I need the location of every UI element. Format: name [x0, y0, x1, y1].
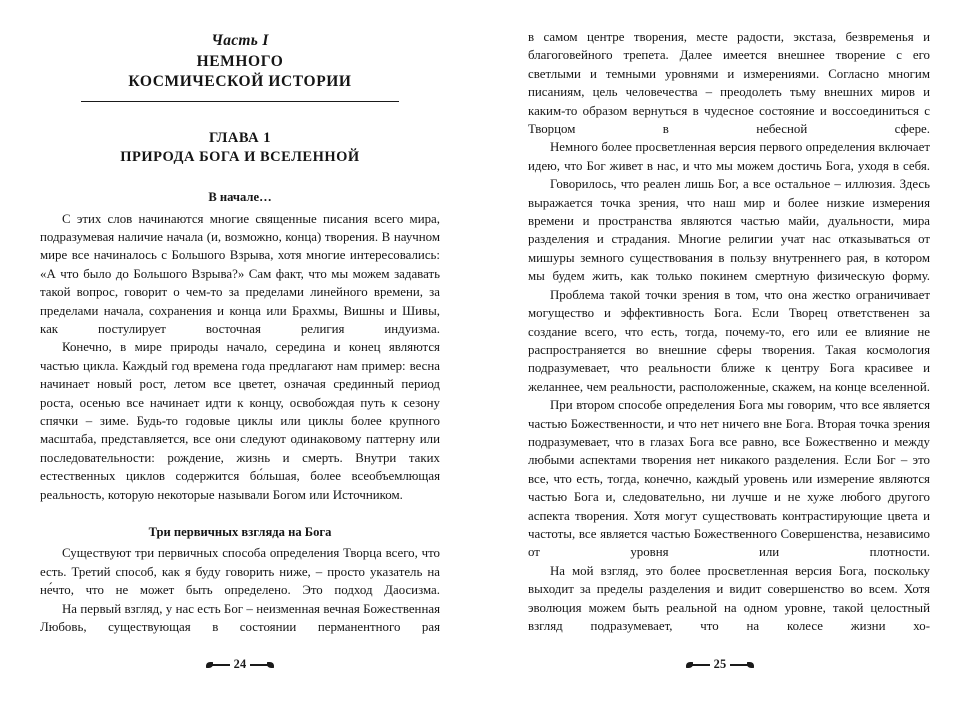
- paragraph: Говорилось, что реален лишь Бог, а все остальное – иллюзия. Здесь выражается точка зрения, что наш мир и более низкие измерения времени и пространства являются частью майи, дуальности, мира разделения и страдания. Многие религии учат нас отказываться от мишуры земного существования в пользу внутреннего рая, в котором мы будем жить, как только покинем смертную физическую форму.: [528, 177, 930, 284]
- part-label: Часть I: [211, 32, 269, 49]
- paragraph: в самом центре творения, месте радости, экстаза, безвременья и благоговейного трепета. Далее имеется внешнее творение с его светлыми и темными уровнями и измерениями. Согласно многим писаниям, цель человечества – преодолеть тьму внешних миров и каким-то образом вернуться в чудесное состояние и воссоединиться с Творцом в небесной сфере.: [528, 30, 930, 137]
- page-left-content: [40, 28, 440, 637]
- part-title: [40, 52, 440, 92]
- part-divider-rule: [81, 101, 399, 102]
- paragraph: На первый взгляд, у нас есть Бог – неизменная вечная Божественная Любовь, существующая в состоянии перманентного рая: [40, 601, 440, 635]
- section-heading-v-nachale: В начале…: [208, 190, 272, 205]
- flourish-ornament-left-icon: [686, 661, 712, 668]
- page-number: 25: [713, 657, 727, 671]
- page-number: 24: [233, 657, 247, 671]
- chapter-title: ПРИРОДА БОГА И ВСЕЛЕННОЙ: [120, 149, 360, 166]
- section-heading-tri-vzglyada: Три первичных взгляда на Бога: [148, 525, 332, 540]
- paragraph: Существуют три первичных способа определения Творца всего, что есть. Третий способ, как я буду говорить ниже, – просто указатель на не́что, что не может быть определено. Это подход Даосизма.: [40, 546, 440, 598]
- paragraph: На мой взгляд, это более просветленная версия Бога, поскольку выходит за пределы разделения и видит совершенство во всем. Хотя эволюция можем быть реальной на одном уровне, такой целостный взгляд подразумевает, что на колесе жизни хо-: [528, 563, 930, 633]
- folio-left: [0, 656, 480, 672]
- part-title-line-1: НЕМНОГО: [196, 52, 284, 70]
- flourish-ornament-right-icon: [728, 661, 754, 668]
- chapter-label: ГЛАВА 1: [209, 129, 271, 146]
- part-title-line-2: КОСМИЧЕСКОЙ ИСТОРИИ: [128, 72, 352, 90]
- page-right: [480, 0, 960, 714]
- paragraph: Немного более просветленная версия первого определения включает идею, что Бог живет в нас, и что мы можем достичь Бога, уходя в себя.: [528, 140, 930, 173]
- folio-right: [480, 656, 960, 672]
- paragraph: При втором способе определения Бога мы говорим, что все является частью Божественности, и что нет ничего вне Бога. Вторая точка зрения подразумевает, что в глазах Бога все равно, все Божественно и между любыми аспектами творения нет никакого разделения. Если Бог – это все, что есть, тогда, конечно, каждый уровень или измерение являются частью Бога и, следовательно, ни лучше и не хуже любого другого аспекта творения. Хотя могут существовать контрастирующие цвета и частоты, все является частью Божественного Совершенства, независимо от уровня или плотности.: [528, 398, 930, 560]
- paragraph: Проблема такой точки зрения в том, что она жестко ограничивает могущество и эффективность Бога. Если Творец ответственен за создание всего, что есть, тогда, почему-то, его или ее влияние не распространяется во внешние сферы творения. Такая космология подразумевает, что реальности ближе к центру Бога красивее и желаннее, чем реальности, расположенные, скажем, на конце вселенной.: [528, 287, 930, 394]
- paragraph: С этих слов начинаются многие священные писания всего мира, подразумевая наличие начала (и, возможно, конца) творения. В научном мире все начиналось с Большого Взрыва, хотя многие интересовались: «А что было до Большого Взрыва?» Сам факт, что мы можем задавать такой вопрос, говорит о чем-то за пределами линейного времени, за пределами начала, сохранения и конца или Брахмы, Вишны и Шивы, как постулирует восточная религия индуизма.: [40, 211, 440, 337]
- flourish-ornament-left-icon: [206, 661, 232, 668]
- page-right-content: [528, 28, 930, 635]
- paragraph: Конечно, в мире природы начало, середина и конец являются частью цикла. Каждый год времена года предлагают нам пример: весна начинает новый рост, летом все цветет, означая срединный период роста, осенью все начинает идти к концу, освобождая путь к сезону спячки – зиме. Будь-то годовые циклы или циклы более крупного масштаба, представляется, все они следуют одинаковому паттерну или последовательности: рождение, жизнь и смерть. Внутри таких естественных циклов содержится бо́льшая, более всеобъемлющая реальность, которую некоторые называли Богом или Источником.: [40, 340, 440, 502]
- flourish-ornament-right-icon: [248, 661, 274, 668]
